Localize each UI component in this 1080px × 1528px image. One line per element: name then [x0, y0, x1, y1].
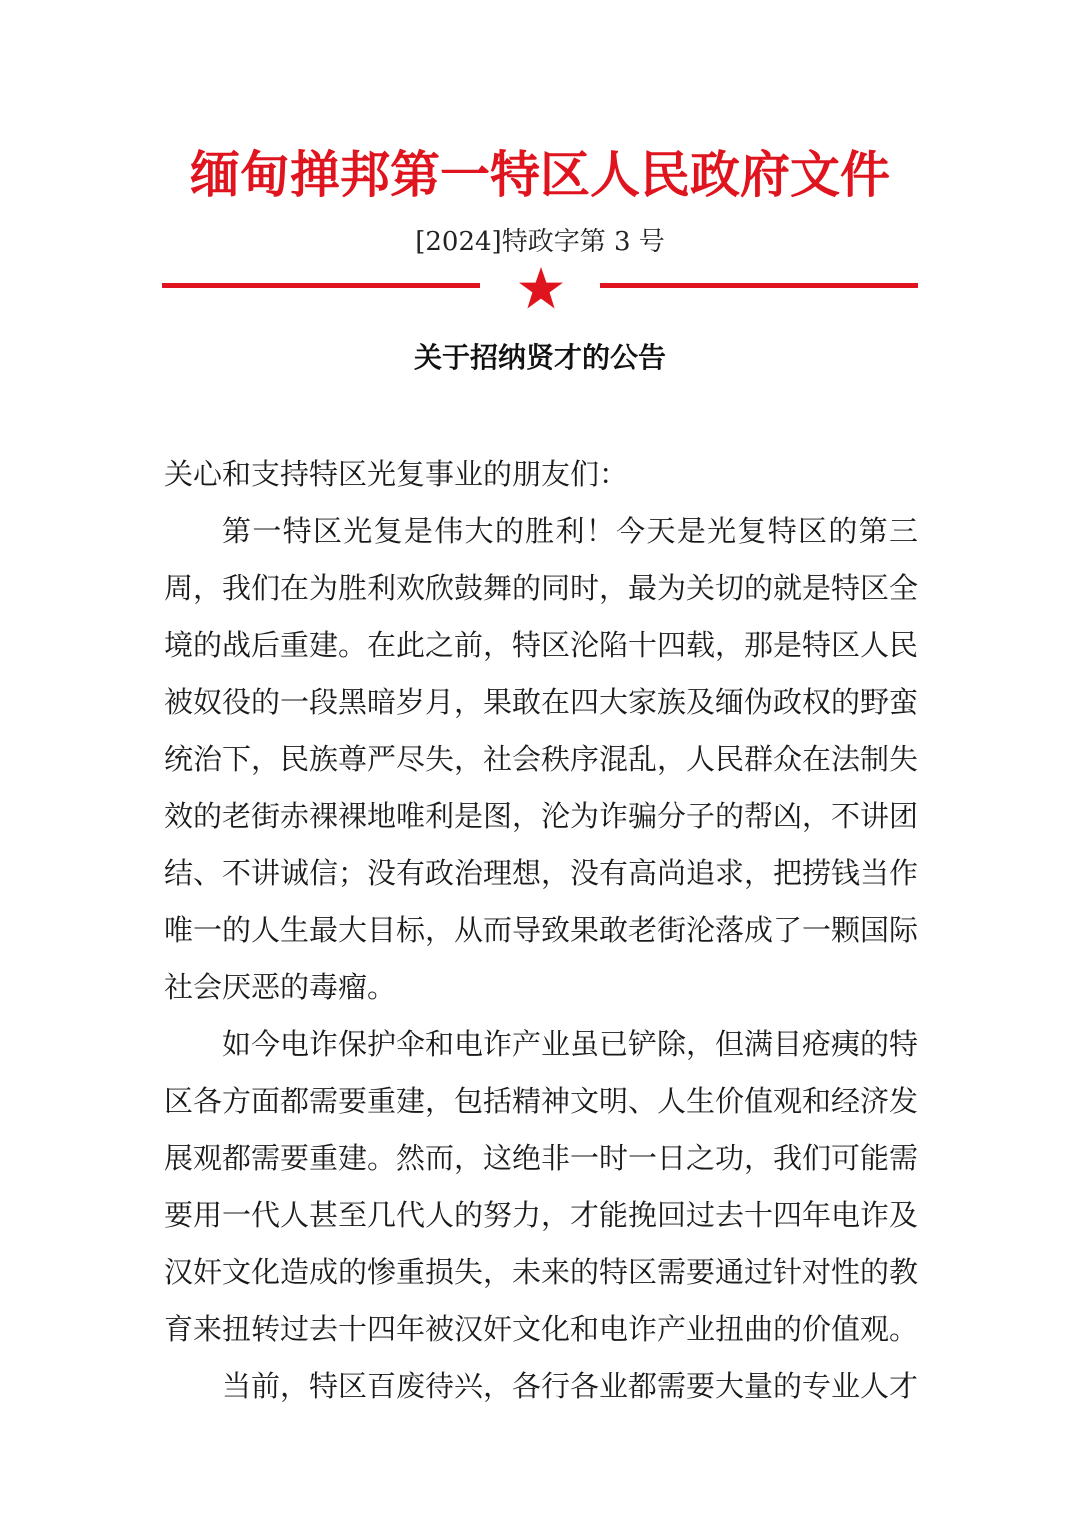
announcement-subject: 关于招纳贤才的公告: [413, 341, 666, 374]
salutation: 关心和支持特区光复事业的朋友们：: [164, 457, 629, 491]
red-divider-left: [162, 283, 480, 288]
paragraph-3: 当前，特区百废待兴，各行各业都需要大量的专业人才: [222, 1369, 919, 1403]
document-header-title: 缅甸掸邦第一特区人民政府文件: [190, 145, 890, 204]
announcement-body: [164, 446, 918, 1415]
red-divider-right: [600, 283, 918, 288]
document-number: [2024]特政字第 3 号: [415, 227, 665, 257]
paragraph-2: 如今电诈保护伞和电诈产业虽已铲除，但满目疮痍的特区各方面都需要重建，包括精神文明、人生价值观和经济发展观都需要重建。然而，这绝非一时一日之功，我们可能需要用一代人甚至几代人的努力，才能挽回过去十四年电诈及汉奸文化造成的惨重损失，未来的特区需要通过针对性的教育来扭转过去十四年被汉奸文化和电诈产业扭曲的价值观。: [164, 1027, 919, 1346]
red-star-icon: [517, 264, 565, 312]
paragraph-1: 第一特区光复是伟大的胜利！今天是光复特区的第三周，我们在为胜利欢欣鼓舞的同时，最为关切的就是特区全境的战后重建。在此之前，特区沦陷十四载，那是特区人民被奴役的一段黑暗岁月，果敢在四大家族及缅伪政权的野蛮统治下，民族尊严尽失，社会秩序混乱，人民群众在法制失效的老街赤裸裸地唯利是图，沦为诈骗分子的帮凶，不讲团结、不讲诚信；没有政治理想，没有高尚追求，把捞钱当作唯一的人生最大目标，从而导致果敢老街沦落成了一颗国际社会厌恶的毒瘤。: [164, 514, 919, 1004]
